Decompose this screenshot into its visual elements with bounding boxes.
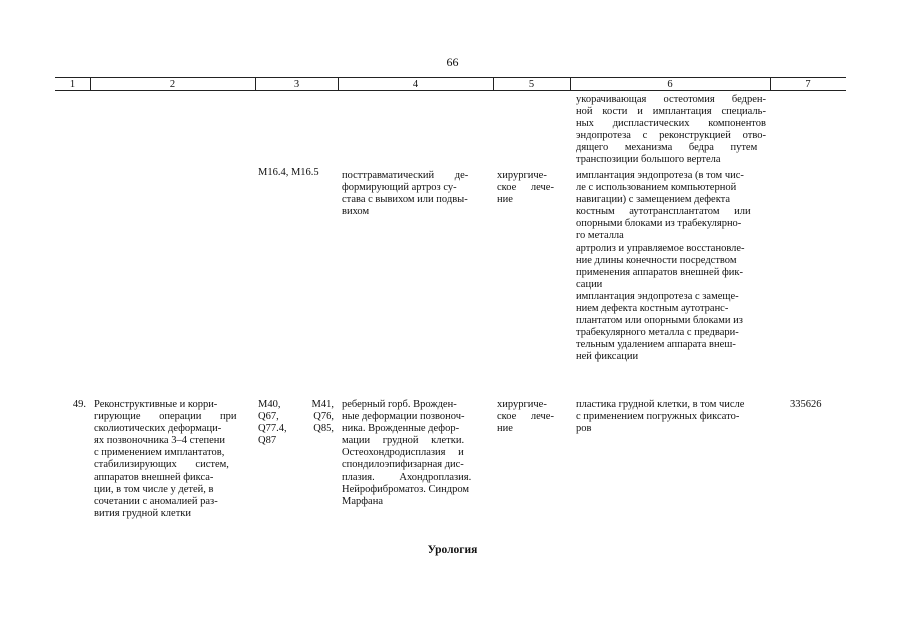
col-header-4: 4 [412,79,419,90]
text-line: ние [497,194,513,206]
text-line: ней фиксации [576,351,639,363]
text-line: става с вывихом или подвы- [342,194,468,206]
text-line: имплантация эндопротеза (в том чис- [576,170,744,181]
page-number: 66 [446,55,459,69]
text-line: реберный горб. Врожден- [342,399,457,410]
text-line: хирургиче- [497,170,547,181]
text-line: ние [497,423,513,435]
text-line: дящего механизма бедра путем [576,142,758,154]
col-header-3: 3 [293,79,300,90]
code-line: M40, M41, [258,399,334,410]
text-line: аппаратов внешней фикса- [94,471,214,483]
text-line: Остеохондродисплазия и [342,447,464,459]
text-line: с применением имплантатов, [94,447,225,459]
text-line: ях позвоночника 3–4 степени [94,435,226,447]
cont-mkb-code: M16.4, M16.5 [258,167,319,178]
row49-treatment-type [497,399,567,435]
text-line: тельным удалением аппарата внеш- [576,339,736,351]
text-line: ных диспластических компонентов [576,118,766,130]
text-line: посттравматический де- [342,170,469,181]
row49-diagnosis [342,399,488,508]
col-header-2: 2 [169,79,176,90]
text-line: ское лече- [497,182,554,194]
row49-cost: 335626 [790,399,822,410]
cont-method-a [576,94,766,167]
text-line: применения аппаратов внешней фик- [576,266,743,278]
text-line: Нейрофиброматоз. Синдром [342,483,470,495]
text-line: вития грудной клетки [94,507,192,519]
code-line: Q87 [258,435,277,447]
text-line: Реконструктивные и корри- [94,399,218,410]
text-line: ные деформации позвоноч- [342,411,465,423]
text-line: ле с использованием компьютерной [576,182,737,194]
text-line: Марфана [342,495,383,507]
text-line: формирующий артроз су- [342,182,457,194]
row49-mkb-codes [258,399,334,447]
text-line: артролиз и управляемое восстановле- [576,242,745,254]
text-line: стабилизирующих систем, [94,459,229,471]
row-number: 49. [72,399,86,410]
text-line: сации [576,278,603,290]
col-header-5: 5 [528,79,535,90]
text-line: ское лече- [497,411,554,423]
text-line: хирургиче- [497,399,547,410]
col-header-7: 7 [805,79,811,90]
text-line: вихом [342,206,370,218]
text-line: нием дефекта костным аутотранс- [576,303,729,315]
cont-diagnosis [342,170,488,218]
row49-operation-name [94,399,250,520]
row49-method [576,399,766,435]
code-line: Q77.4, Q85, [258,423,334,435]
text-line: ние длины конечности посредством [576,254,737,266]
text-line: навигации) с замещением дефекта [576,194,731,206]
text-line: ции, в том числе у детей, в [94,483,214,495]
text-line: эндопротеза с реконструкцией отво- [576,130,766,142]
text-line: опорными блоками из трабекулярно- [576,218,742,230]
text-line: трабекулярного металла с предвари- [576,327,739,339]
text-line: с применением погружных фиксато- [576,411,740,423]
text-line: костным аутотрансплантатом или [576,206,751,218]
text-line: транспозиции большого вертела [576,154,721,166]
text-line: мации грудной клетки. [342,435,465,447]
text-line: имплантация эндопротеза с замеще- [576,290,739,302]
text-line: сочетании с аномалией раз- [94,495,218,507]
text-line: ров [576,423,592,435]
text-line: плантатом или опорными блоками из [576,315,743,327]
text-line: гирующие операции при [94,411,237,423]
cont-method-b [576,170,766,364]
cont-treatment-type [497,170,567,206]
col-header-1: 1 [69,79,76,90]
col-header-6: 6 [667,79,673,90]
text-line: укорачивающая остеотомия бедрен- [576,94,766,105]
code-line: Q67, Q76, [258,411,334,423]
text-line: сколиотических деформаци- [94,423,222,435]
text-line: ника. Врожденные дефор- [342,423,460,435]
text-line: го металла [576,230,624,242]
text-line: спондилоэпифизарная дис- [342,459,464,471]
text-line: пластика грудной клетки, в том числе [576,399,745,410]
section-heading: Урология [427,544,478,556]
text-line: плазия. Ахондроплазия. [342,471,472,483]
text-line: ной кости и имплантация специаль- [576,106,766,118]
